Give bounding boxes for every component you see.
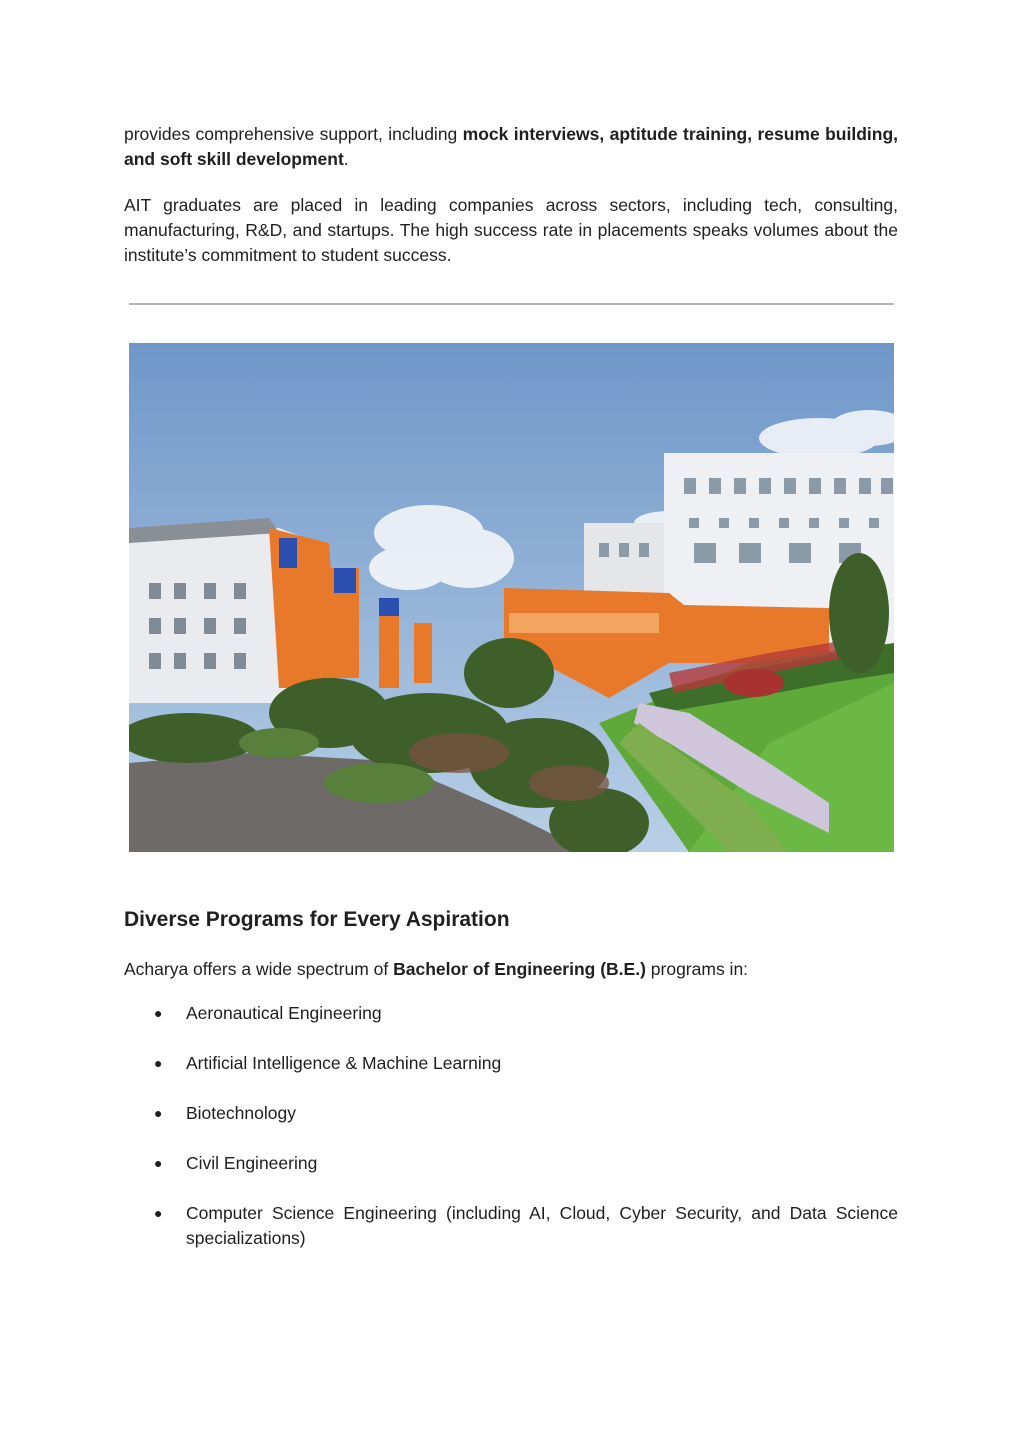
list-item: [124, 1051, 898, 1076]
list-item: [124, 1201, 898, 1251]
list-item-label: Computer Science Engineering (including AI, Cloud, Cyber Security, and Data Science specializations): [186, 1203, 898, 1248]
list-item: [124, 1151, 898, 1176]
section-heading: Diverse Programs for Every Aspiration: [124, 908, 510, 931]
list-item-label: Civil Engineering: [186, 1153, 318, 1173]
placement-support-paragraph: [124, 122, 898, 172]
list-item-label: Artificial Intelligence & Machine Learning: [186, 1053, 502, 1073]
paragraph-text: programs in:: [645, 959, 749, 979]
bullet-icon: ●: [154, 1205, 163, 1221]
programs-list: [124, 1001, 898, 1276]
bullet-icon: ●: [154, 1005, 163, 1021]
horizontal-divider: [129, 303, 894, 305]
bullet-icon: ●: [154, 1105, 163, 1121]
bullet-icon: ●: [154, 1155, 163, 1171]
list-item: [124, 1101, 898, 1126]
paragraph-text: Acharya offers a wide spectrum of: [124, 959, 394, 979]
paragraph-text: .: [343, 149, 349, 169]
list-item: [124, 1001, 898, 1026]
paragraph-bold-text: mock interviews, aptitude training, resume building, and soft skill development: [124, 124, 898, 169]
list-item-label: Aeronautical Engineering: [186, 1003, 382, 1023]
bullet-icon: ●: [154, 1055, 163, 1071]
paragraph-text: provides comprehensive support, including: [124, 124, 463, 144]
list-item-label: Biotechnology: [186, 1103, 296, 1123]
campus-photo: [129, 343, 894, 852]
programs-intro-paragraph: [124, 957, 898, 982]
placement-success-paragraph: AIT graduates are placed in leading companies across sectors, including tech, consulting, manufacturing, R&D, and startups. The high success rate in placements speaks volumes about the institute’s commitment to student success.: [124, 195, 898, 265]
paragraph-bold-text: Bachelor of Engineering (B.E.): [393, 959, 646, 979]
